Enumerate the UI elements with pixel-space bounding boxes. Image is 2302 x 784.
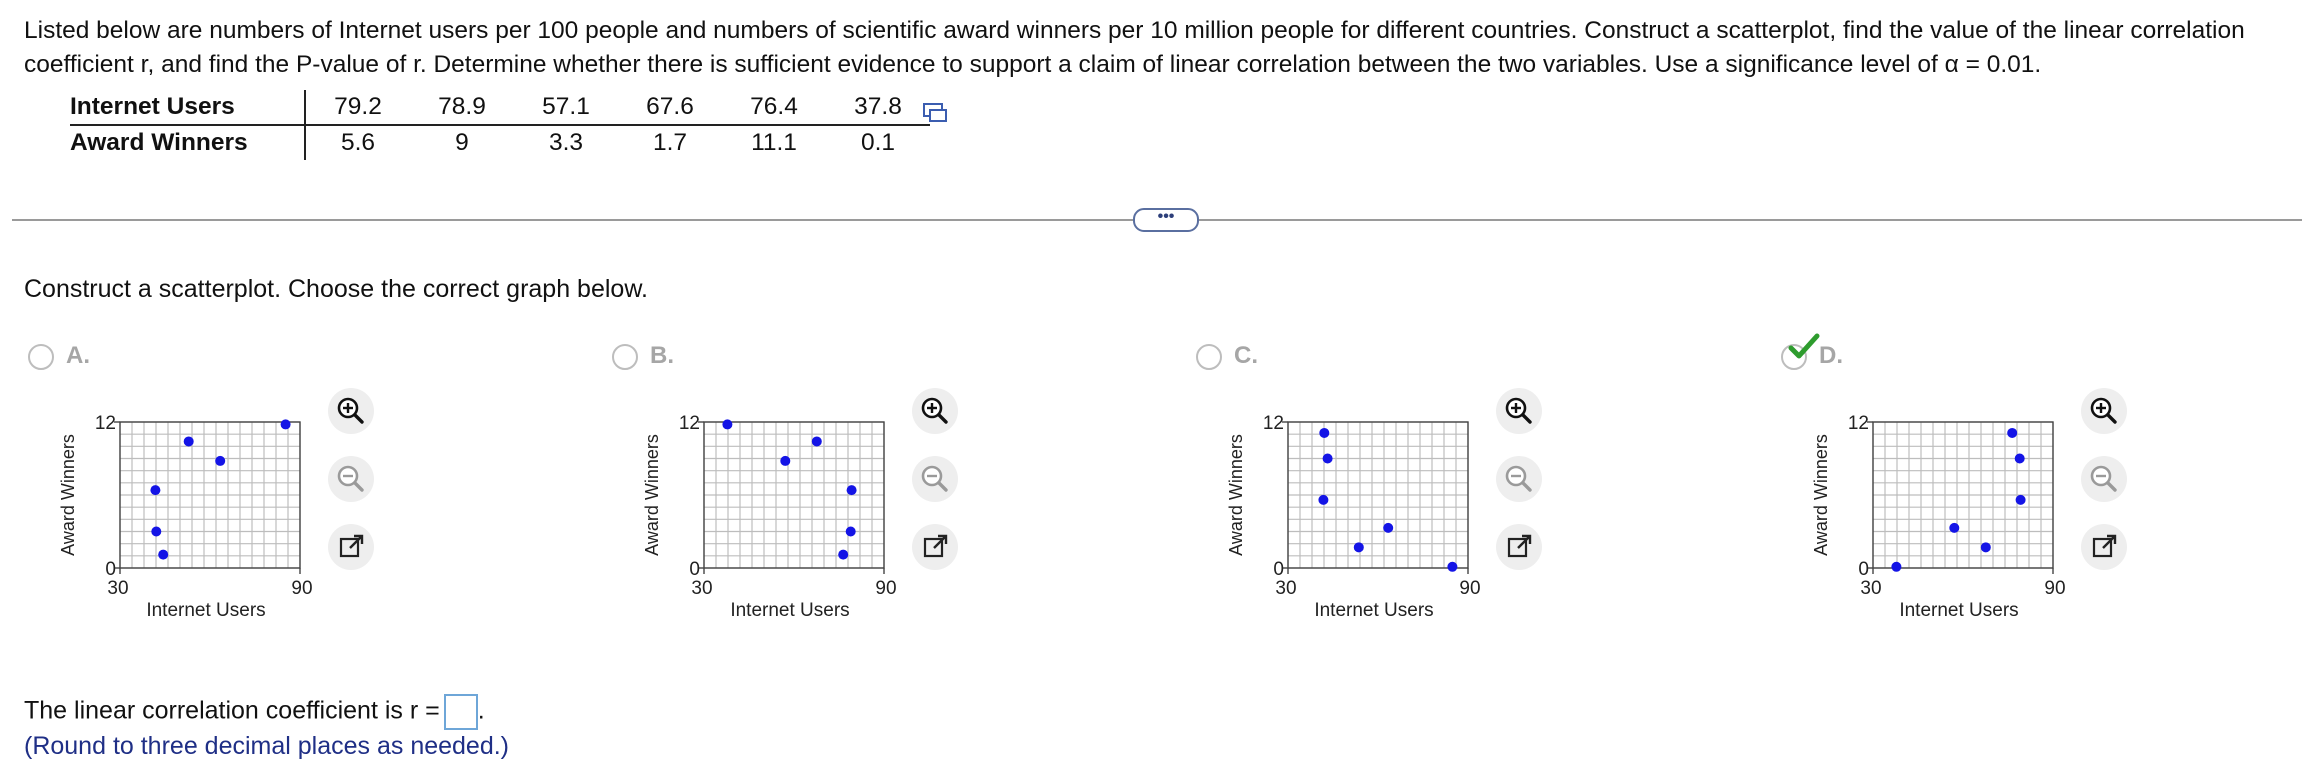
x-axis-label: Internet Users xyxy=(1899,600,2019,621)
data-point xyxy=(281,419,291,429)
scatterplot-prompt: Construct a scatterplot. Choose the correct graph below. xyxy=(24,275,648,303)
data-point xyxy=(215,456,225,466)
table-cell: 3.3 xyxy=(548,129,584,156)
table-cell: 57.1 xyxy=(514,90,618,125)
zoom-out-button[interactable] xyxy=(328,456,374,502)
option-radio[interactable] xyxy=(28,344,54,370)
data-point xyxy=(184,436,194,446)
data-point xyxy=(1949,523,1959,533)
data-point xyxy=(1319,428,1329,438)
zoom-out-icon xyxy=(2081,456,2127,502)
popout-button[interactable] xyxy=(328,524,374,570)
data-point xyxy=(1447,562,1457,572)
option-letter: D. xyxy=(1819,342,1843,369)
data-point xyxy=(846,527,856,537)
data-point xyxy=(780,456,790,466)
option-letter: C. xyxy=(1234,342,1258,369)
x-tick-label: 30 xyxy=(107,578,129,599)
table-cell: 5.6 xyxy=(340,129,376,156)
popout-button[interactable] xyxy=(912,524,958,570)
row-label: Award Winners xyxy=(70,125,305,160)
answer-option-a[interactable] xyxy=(28,340,508,650)
y-tick-label: 12 xyxy=(678,413,700,434)
x-tick-label: 90 xyxy=(1459,578,1481,599)
table-cell: 67.6 xyxy=(618,90,722,125)
data-point xyxy=(1318,495,1328,505)
answer-option-b[interactable] xyxy=(612,340,1092,650)
scatterplot xyxy=(1791,410,2091,621)
y-axis-label: Award Winners xyxy=(642,434,662,556)
answer-option-d[interactable] xyxy=(1781,340,2261,650)
popout-icon xyxy=(912,524,958,570)
data-point xyxy=(838,550,848,560)
x-axis-label: Internet Users xyxy=(730,600,850,621)
data-point xyxy=(2015,454,2025,464)
data-point xyxy=(847,485,857,495)
popout-icon xyxy=(1496,524,1542,570)
table-cell: 37.8 xyxy=(826,90,930,125)
y-tick-label: 0 xyxy=(105,559,116,580)
zoom-in-button[interactable] xyxy=(912,388,958,434)
correlation-answer-input[interactable] xyxy=(444,694,478,730)
zoom-out-button[interactable] xyxy=(1496,456,1542,502)
zoom-in-icon xyxy=(2081,388,2127,434)
table-cell: 9 xyxy=(455,129,469,156)
table-row-internet-users xyxy=(70,90,930,125)
y-axis-label: Award Winners xyxy=(58,434,78,556)
answer-line xyxy=(24,694,485,730)
data-point xyxy=(1383,523,1393,533)
data-point xyxy=(1981,542,1991,552)
data-point xyxy=(151,527,161,537)
table-cell: 1.7 xyxy=(652,129,688,156)
question-text: Listed below are numbers of Internet users per 100 people and numbers of scientific award winners per 10 million people for different countries. Construct a scatterplot, find the value of the linear correlation coefficient r, and find the P-value of r. Determine whether there is sufficient evidence to support a claim of linear correlation between the two variables. Use a significance level of α = 0.01. xyxy=(24,17,2245,78)
y-tick-label: 12 xyxy=(1262,413,1284,434)
answer-option-c[interactable] xyxy=(1196,340,1676,650)
zoom-in-button[interactable] xyxy=(2081,388,2127,434)
answer-suffix: . xyxy=(477,696,485,725)
data-point xyxy=(1891,562,1901,572)
y-tick-label: 12 xyxy=(94,413,116,434)
x-tick-label: 90 xyxy=(291,578,313,599)
table-cell: 76.4 xyxy=(722,90,826,125)
popout-icon xyxy=(328,524,374,570)
data-point xyxy=(1323,454,1333,464)
zoom-in-icon xyxy=(912,388,958,434)
option-radio[interactable] xyxy=(612,344,638,370)
popout-icon xyxy=(2081,524,2127,570)
x-tick-label: 90 xyxy=(875,578,897,599)
zoom-out-button[interactable] xyxy=(2081,456,2127,502)
checkmark-icon xyxy=(1787,332,1821,362)
x-tick-label: 90 xyxy=(2044,578,2066,599)
popout-button[interactable] xyxy=(2081,524,2127,570)
plot-grid xyxy=(1288,422,1468,568)
zoom-out-icon xyxy=(1496,456,1542,502)
data-point xyxy=(150,485,160,495)
table-cell: 0.1 xyxy=(860,129,896,156)
data-table xyxy=(70,90,930,160)
zoom-out-icon xyxy=(328,456,374,502)
y-tick-label: 0 xyxy=(1858,559,1869,580)
expand-more-button[interactable]: ••• xyxy=(1133,208,1199,232)
data-point xyxy=(1354,542,1364,552)
option-letter: A. xyxy=(66,342,90,369)
data-point xyxy=(158,550,168,560)
x-tick-label: 30 xyxy=(691,578,713,599)
x-axis-label: Internet Users xyxy=(146,600,266,621)
y-tick-label: 0 xyxy=(689,559,700,580)
scatterplot xyxy=(38,410,338,621)
plot-grid xyxy=(120,422,300,568)
zoom-in-icon xyxy=(328,388,374,434)
x-tick-label: 30 xyxy=(1275,578,1297,599)
x-tick-label: 30 xyxy=(1860,578,1882,599)
plot-grid xyxy=(1873,422,2053,568)
scatterplot xyxy=(1206,410,1506,621)
answer-prefix: The linear correlation coefficient is r = xyxy=(24,696,440,725)
popout-button[interactable] xyxy=(1496,524,1542,570)
y-axis-label: Award Winners xyxy=(1811,434,1831,556)
table-row-award-winners xyxy=(70,125,930,160)
rounding-note: (Round to three decimal places as needed.) xyxy=(24,732,510,760)
y-tick-label: 0 xyxy=(1273,559,1284,580)
scatterplot xyxy=(622,410,922,621)
row-label: Internet Users xyxy=(70,90,305,125)
data-point xyxy=(2016,495,2026,505)
y-axis-label: Award Winners xyxy=(1226,434,1246,556)
table-cell: 78.9 xyxy=(410,90,514,125)
option-letter: B. xyxy=(650,342,674,369)
data-point xyxy=(2007,428,2017,438)
x-axis-label: Internet Users xyxy=(1314,600,1434,621)
zoom-in-button[interactable] xyxy=(328,388,374,434)
table-cell: 11.1 xyxy=(751,129,797,156)
data-point xyxy=(812,436,822,446)
y-tick-label: 12 xyxy=(1847,413,1869,434)
plot-grid xyxy=(704,422,884,568)
zoom-in-button[interactable] xyxy=(1496,388,1542,434)
copy-table-icon[interactable] xyxy=(922,102,948,124)
table-cell: 79.2 xyxy=(305,90,410,125)
zoom-out-button[interactable] xyxy=(912,456,958,502)
data-point xyxy=(722,419,732,429)
zoom-in-icon xyxy=(1496,388,1542,434)
option-radio[interactable] xyxy=(1196,344,1222,370)
zoom-out-icon xyxy=(912,456,958,502)
